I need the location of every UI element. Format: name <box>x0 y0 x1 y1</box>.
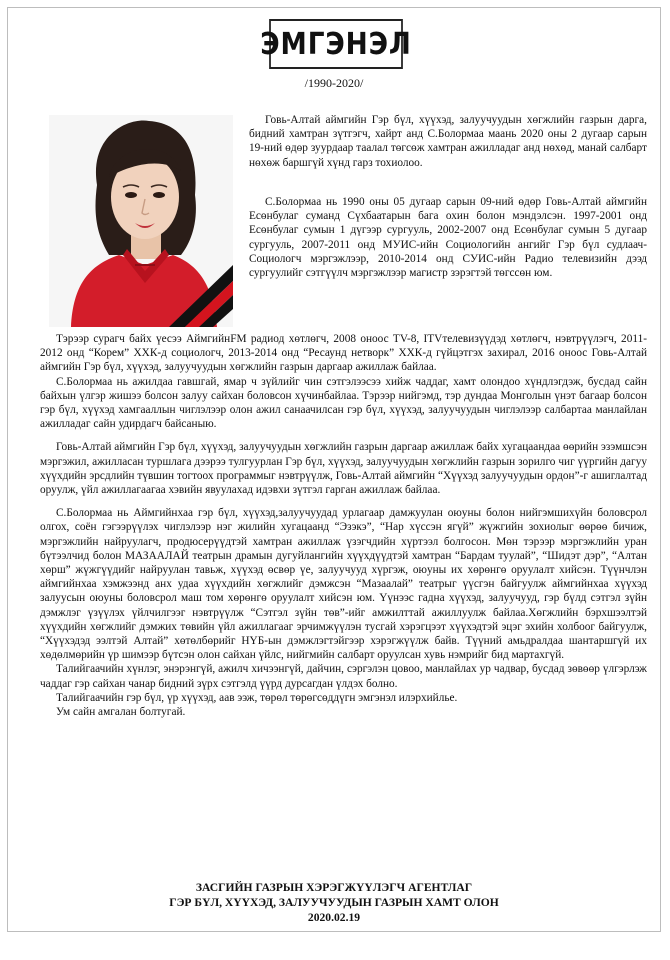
life-years: /1990-2020/ <box>304 76 364 90</box>
page-title: ЭМГЭНЭЛ <box>269 19 403 69</box>
signature-date: 2020.02.19 <box>307 911 361 924</box>
paragraph-achievements: Говь-Алтай аймгийн Гэр бүл, хүүхэд, залуучуудын хөгжлийн газрын даргаар ажиллаж байх хугацаандаа өөрийн эзэмшсэн мэргэжил, ажилласан туршлага дээрээ тулгуурлан Гэр бүл, хүүхэд, залуучуудын хөгжлийн газрын зорилго чиг үүргийн дагуу хүүхдийн эрсдлийн түвшин тогтоох программыг нэвтрүүлж, Говь-Алтай аймгийн “Хүүхэд залуучуудын ордон”-г ашиглалтад оруулж, үйл ажиллагаагаа хэвийн явуулахад идэвхи зүтгэл гарган ажиллаж байлаа. <box>40 441 647 497</box>
paragraph-announcement: Говь-Алтай аймгийн Гэр бүл, хүүхэд, залуучуудын хөгжлийн газрын дарга, бидний хамтран зүтгэгч, хайрт анд С.Болормаа маань 2020 оны 2 дугаар сарын 19-ний өдөр зуурдаар таалал төгсөж хамтран ажилладаг анд нөхөд, манай салбарт нөхөж баршгүй хүнд гарз тохиолоо. <box>249 114 647 169</box>
main-text <box>40 332 647 719</box>
paragraph-biography: С.Болормаа нь 1990 оны 05 дугаар сарын 09-ний өдөр Говь-Алтай аймгийн Есөнбулаг суманд Сүхбаатарын бага охин болон мэндэлсэн. 1997-2001 онд Есөнбулаг сумын 1 дүгээр сургууль, 2002-2007 онд Есөнбулаг сумын 5 дугаар сургууль, 2007-2011 онд МУИС-ийн Социологийн ангийг Гэр бүл судлаач-Социологч мэргэжлээр, 2010-2014 онд СУИС-ийн Радио телевизийн дээд сургуулийг сэтгүүлч мэргэжлээр магистр зэрэгтэй төгссөн юм. <box>249 196 647 280</box>
memorial-notice-page <box>7 7 661 932</box>
paragraph-character: С.Болормаа нь ажилдаа гавшгай, ямар ч зүйлийг чин сэтгэлээсээ хийж чаддаг, хамт олондоо хүндлэгдэж, бусдад сайн байхын үлгэр жишээ болсон залуу сайхан боловсон хүчинбайлаа. Тэрээр нийгэмд, тэр дундаа Монголын үнэт багаар болсон гэр бүл, хүүхэд хамгааллын чиглэлээр олон ажил санаачилсан гэр бүл, хүүхэд, залуучуудын чиглэлээр салбартаа манлайлан ажилладаг сайн удирдагч байсаныю. <box>40 375 647 431</box>
paragraph-closing: Ум сайн амгалан болтугай. <box>56 706 186 719</box>
paragraph-career: Тэрээр сурагч байх үесээ АймгийнFM радиод хөтлөгч, 2008 оноос TV-8, ITVтелевизүүдэд хөтлөгч, нэвтрүүлэгч, 2011-2012 онд “Корем” ХХК-д социологч, 2013-2014 онд “Ресаунд нетворк” ХХК-д гүйцэтгэх захирал, 2016 оноос Говь-Алтай аймгийн Гэр бүл, хүүхэд, залуучуудын хөгжлийн газрын даргаар ажиллаж байлаа. <box>40 333 647 374</box>
paragraph-qualities: Талийгаачийн хүнлэг, энэрэнгүй, ажилч хичээнгүй, дайчин, сэргэлэн цовоо, манлайлах ур чадвар, бусдад зөвөөр үлгэрлэж чаддаг гэр сайхан чанар бидний зүрх сэтгэлд үүрд дурсагдан үлдэх болно. <box>40 663 647 690</box>
paragraph-contributions: С.Болормаа нь Аймгийнхаа гэр бүл, хүүхэд,залуучуудад урлагаар дамжуулан оюуны болон нийгэмшихүйн боловсрол олгох, соён гэгээрүүлэх чиглэлээр нэг жилийн хугацаанд “Эзэкэ”, “Нар хүссэн ягүй” жүжгийн зохиолыг өөрөө бичиж, мэргэжлийн найруулагч, продюсерүүдтэй хамтран ажиллаж үзэгчдийн хүртээл болгосон. Мөн тэрээр мэргэжлийн уран бүтээлчид болон МАЗААЛАЙ театрын драмын дугуйлангийн хүүхдүүдтэй хамтран “Бардам туулай”, “Шидэт дэр”, “Алтан хөрш” жүжгүүдийг найруулан тавьж, хүүхэд өсвөр үе, залуучууд хүргэж, оюуны их хөрөнгө оруулалт хийсэн. Түүнчлэн аймгийнхаа хэмжээнд анх удаа хүүхдийн хөгжлийг дэмжсэн “Мазаалай” театрыг үүсгэн байгуулж аймгийнхаа хүүхэд залуусын оюуны боловсрол маш том хөрөнгө оруулалт хийсэн юм. Үүнээс гадна хүүхэд, залуучууд, гэр бүлд сэтгэл зүйн дэмжлэг үзүүлэх үйлчилгээг нэвтрүүлж “Сэтгэл зүйн төв”-ийг амжилттай ажиллуулж байлаа.Хөгжлийн бэрхшээлтэй хүүхдийн хөгжлийг дэмжих төвийн үйл ажиллагааг эрчимжүүлэн тусгай хэрэгцээт хүүхэдтэй эцэг эхийн холбоог байгуулж, “Хүүхэдэд ээлтэй Алтай” хөтөлбөрийг НҮБ-ын дэмжлэгтэйгээр хэрэгжүүлж байв. Түүний амьдралдаа шантаршгүй их хөдөлмөрийн үр шимээр бүтсэн олон сайхан үйлс, нийгмийн салбарт оруулсан хувь нэмрийг бид мартахгүй. <box>40 507 647 662</box>
paragraph-condolences: Талийгаачийн гэр бүл, үр хүүхэд, аав ээж, төрөл төрөгсөддүгн эмгэнэл илэрхийлье. <box>56 691 458 704</box>
signature-department: ГЭР БҮЛ, ХҮҮХЭД, ЗАЛУУЧУУДЫН ГАЗРЫН ХАМТ ОЛОН <box>169 896 499 909</box>
signature-block <box>8 880 660 925</box>
portrait-photo-icon <box>49 115 233 327</box>
signature-agency: ЗАСГИЙН ГАЗРЫН ХЭРЭГЖҮҮЛЭГЧ АГЕНТЛАГ <box>195 881 473 894</box>
